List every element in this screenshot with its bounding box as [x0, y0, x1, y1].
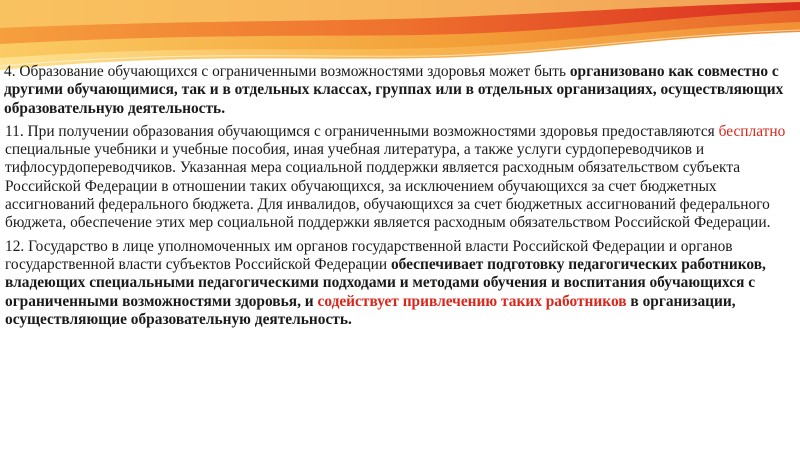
- paragraph-4-lead: 4. Образование обучающихся с ограниченными возможностями здоровья может быть: [4, 63, 570, 80]
- paragraph-12-tail: в организации, осуществляющие образовательную деятельность.: [5, 292, 736, 328]
- paragraph-11-tail: специальные учебники и учебные пособия, иная учебная литература, а также услуги сурдопереводчиков и тифлосурдопереводчиков. Указанная мера социальной поддержки является расходным обязательством субъекта Российской Федерации в отношении таких обучающихся, за исключением обучающихся за счет бюджетных ассигнований федерального бюджета. Для инвалидов, обучающихся за счет бюджетных ассигнований федерального бюджета, обеспечение этих мер социальной поддержки является расходным обязательством Российской Федерации.: [5, 141, 771, 232]
- paragraph-11-lead: 11. При получении образования обучающимся с ограниченными возможностями здоровья предоставляются: [5, 122, 719, 140]
- slide-body: [0, 63, 794, 334]
- paragraph-12-lead: 12. Государство в лице уполномоченных им органов государственной власти Российской Федерации и органов государственной власти субъектов Российской Федерации: [5, 237, 733, 273]
- paragraph-12-emphasis: обеспечивает подготовку педагогических работников, владеющих специальными педагогическими подходами и методами обучения и воспитания обучающихся с ограниченными возможностями здоровья, и: [5, 255, 766, 310]
- paragraph-12-highlight: содействует привлечению таких работников: [317, 292, 627, 310]
- paragraph-11: [0, 123, 794, 233]
- paragraph-11-highlight: бесплатно: [718, 122, 786, 140]
- paragraph-4-emphasis: организовано как совместно с другими обучающимися, так и в отдельных классах, группах или в отдельных организациях, осуществляющих образовательную деятельность.: [4, 63, 784, 117]
- paragraph-4: [0, 63, 794, 118]
- paragraph-12: [0, 238, 794, 329]
